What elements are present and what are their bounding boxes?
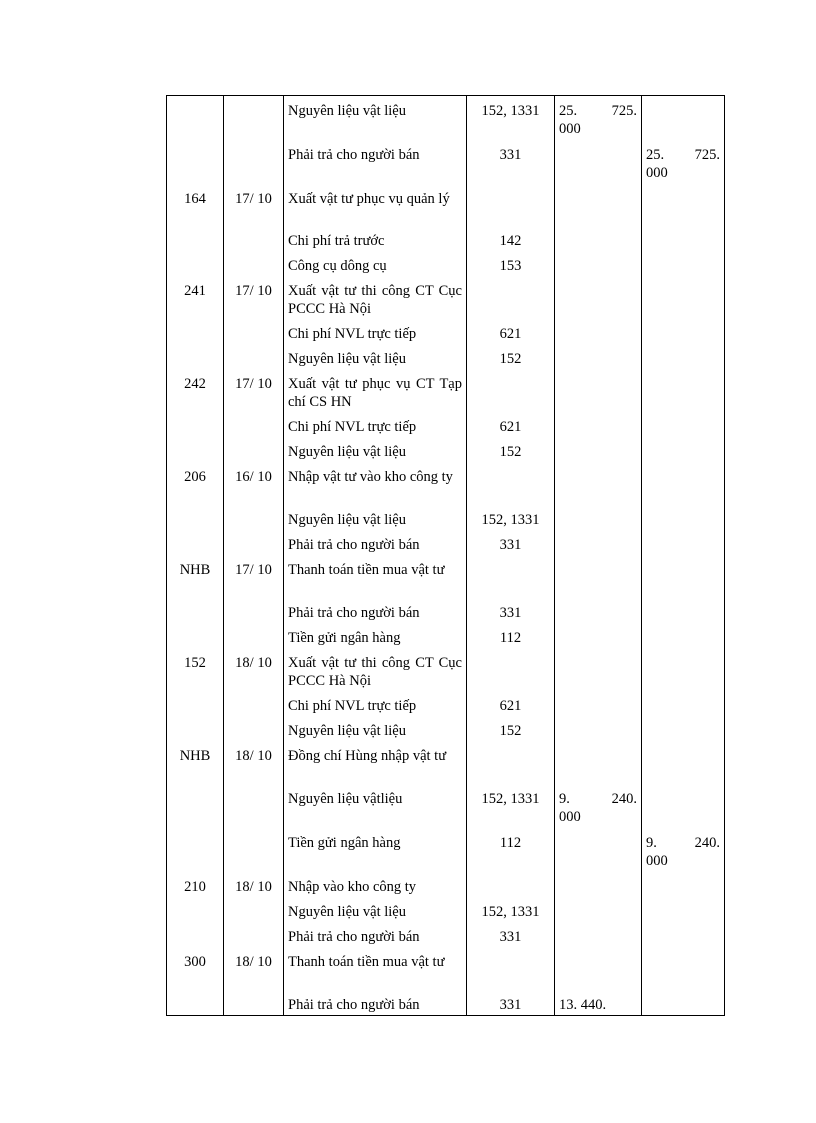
description-cell: Phải trả cho người bán bbox=[284, 598, 467, 623]
voucher-number-cell: 164 bbox=[167, 184, 224, 226]
debit-amount-cell bbox=[555, 555, 642, 598]
voucher-date-cell bbox=[224, 530, 284, 555]
account-code-cell: 152 bbox=[467, 437, 555, 462]
voucher-date-cell bbox=[224, 96, 284, 140]
voucher-date-cell: 17/ 10 bbox=[224, 276, 284, 319]
debit-amount-cell bbox=[555, 990, 642, 1016]
credit-amount-cell bbox=[642, 691, 725, 716]
credit-amount-cell bbox=[642, 990, 725, 1016]
account-code-cell: 331 bbox=[467, 990, 555, 1016]
debit-amount-cell bbox=[555, 226, 642, 251]
account-code-cell bbox=[467, 872, 555, 897]
voucher-date-cell bbox=[224, 319, 284, 344]
account-code-cell: 112 bbox=[467, 623, 555, 648]
description-cell: Xuất vật tư phục vụ CT Tạp chí CS HN bbox=[284, 369, 467, 412]
account-code-cell: 152, 1331 bbox=[467, 897, 555, 922]
description-cell: Chi phí NVL trực tiếp bbox=[284, 691, 467, 716]
debit-amount-cell bbox=[555, 716, 642, 741]
voucher-number-cell: 300 bbox=[167, 947, 224, 990]
credit-amount-cell bbox=[642, 462, 725, 505]
debit-amount-cell bbox=[555, 276, 642, 319]
voucher-number-cell bbox=[167, 598, 224, 623]
table-row bbox=[167, 344, 725, 369]
credit-amount-cell bbox=[642, 598, 725, 623]
account-code-cell bbox=[467, 276, 555, 319]
table-row bbox=[167, 623, 725, 648]
description-cell: Tiền gửi ngân hàng bbox=[284, 623, 467, 648]
voucher-date-cell bbox=[224, 505, 284, 530]
description-cell: Nguyên liệu vật liệu bbox=[284, 437, 467, 462]
voucher-number-cell bbox=[167, 922, 224, 947]
voucher-number-cell bbox=[167, 784, 224, 828]
account-code-cell bbox=[467, 947, 555, 990]
voucher-number-cell bbox=[167, 226, 224, 251]
voucher-number-cell: 242 bbox=[167, 369, 224, 412]
table-row bbox=[167, 784, 725, 828]
voucher-number-cell bbox=[167, 505, 224, 530]
debit-amount-cell bbox=[555, 251, 642, 276]
description-cell: Công cụ dông cụ bbox=[284, 251, 467, 276]
debit-amount-part: 25. bbox=[559, 103, 578, 119]
voucher-date-cell: 18/ 10 bbox=[224, 648, 284, 691]
table-row bbox=[167, 828, 725, 872]
account-code-cell bbox=[467, 462, 555, 505]
description-cell: Chi phí NVL trực tiếp bbox=[284, 412, 467, 437]
table-row bbox=[167, 276, 725, 319]
voucher-number-cell bbox=[167, 319, 224, 344]
credit-amount-part: 25. bbox=[646, 146, 665, 163]
debit-amount-cell bbox=[555, 784, 642, 828]
table-row bbox=[167, 691, 725, 716]
account-code-cell: 621 bbox=[467, 412, 555, 437]
debit-amount-cell bbox=[555, 741, 642, 784]
table-row bbox=[167, 437, 725, 462]
debit-amount-cell bbox=[555, 648, 642, 691]
debit-amount-cell bbox=[555, 140, 642, 184]
voucher-date-cell: 16/ 10 bbox=[224, 462, 284, 505]
debit-amount-cell bbox=[555, 462, 642, 505]
voucher-date-cell bbox=[224, 716, 284, 741]
credit-amount-cell bbox=[642, 530, 725, 555]
debit-amount-part: 000 bbox=[559, 808, 581, 825]
account-code-cell: 153 bbox=[467, 251, 555, 276]
description-cell: Xuất vật tư phục vụ quản lý bbox=[284, 184, 467, 226]
credit-amount-cell bbox=[642, 437, 725, 462]
voucher-number-cell bbox=[167, 691, 224, 716]
description-cell: Chi phí NVL trực tiếp bbox=[284, 319, 467, 344]
account-code-cell: 152, 1331 bbox=[467, 505, 555, 530]
credit-amount-part: 000 bbox=[646, 852, 668, 869]
debit-amount-cell bbox=[555, 505, 642, 530]
account-code-cell bbox=[467, 369, 555, 412]
account-code-cell: 621 bbox=[467, 319, 555, 344]
voucher-date-cell: 18/ 10 bbox=[224, 872, 284, 897]
account-code-cell bbox=[467, 741, 555, 784]
credit-amount-part: 000 bbox=[646, 164, 668, 181]
credit-amount-cell bbox=[642, 96, 725, 140]
voucher-number-cell: 206 bbox=[167, 462, 224, 505]
account-code-cell: 152 bbox=[467, 716, 555, 741]
description-cell: Nguyên liệu vật liệu bbox=[284, 897, 467, 922]
table-row bbox=[167, 462, 725, 505]
voucher-date-cell bbox=[224, 226, 284, 251]
voucher-number-cell bbox=[167, 897, 224, 922]
voucher-date-cell bbox=[224, 412, 284, 437]
credit-amount-cell bbox=[642, 184, 725, 226]
debit-amount-cell bbox=[555, 412, 642, 437]
voucher-date-cell bbox=[224, 251, 284, 276]
account-code-cell: 331 bbox=[467, 140, 555, 184]
description-cell: Nhập vật tư vào kho công ty bbox=[284, 462, 467, 505]
debit-amount-cell bbox=[555, 344, 642, 369]
credit-amount-part: 725. bbox=[694, 146, 720, 163]
voucher-number-cell: 152 bbox=[167, 648, 224, 691]
credit-amount-cell bbox=[642, 716, 725, 741]
account-code-cell: 112 bbox=[467, 828, 555, 872]
description-cell: Nguyên liệu vật liệu bbox=[284, 96, 467, 140]
credit-amount-cell bbox=[642, 276, 725, 319]
ledger-body bbox=[167, 96, 725, 1016]
voucher-date-cell: 18/ 10 bbox=[224, 947, 284, 990]
description-cell: Tiền gửi ngân hàng bbox=[284, 828, 467, 872]
debit-amount-cell bbox=[555, 369, 642, 412]
voucher-number-cell bbox=[167, 412, 224, 437]
description-cell: Xuất vật tư thi công CT Cục PCCC Hà Nội bbox=[284, 276, 467, 319]
voucher-date-cell bbox=[224, 784, 284, 828]
voucher-number-cell bbox=[167, 990, 224, 1016]
description-cell: Nguyên liệu vậtliệu bbox=[284, 784, 467, 828]
voucher-number-cell bbox=[167, 140, 224, 184]
voucher-date-cell bbox=[224, 623, 284, 648]
voucher-date-cell bbox=[224, 598, 284, 623]
debit-amount-cell bbox=[555, 623, 642, 648]
table-row bbox=[167, 505, 725, 530]
description-cell: Thanh toán tiền mua vật tư bbox=[284, 555, 467, 598]
debit-amount-cell bbox=[555, 828, 642, 872]
description-cell: Xuất vật tư thi công CT Cục PCCC Hà Nội bbox=[284, 648, 467, 691]
voucher-number-cell: NHB bbox=[167, 741, 224, 784]
debit-amount-cell bbox=[555, 947, 642, 990]
description-cell: Phải trả cho người bán bbox=[284, 530, 467, 555]
account-code-cell: 152 bbox=[467, 344, 555, 369]
voucher-number-cell: 241 bbox=[167, 276, 224, 319]
table-row bbox=[167, 555, 725, 598]
account-code-cell: 331 bbox=[467, 530, 555, 555]
voucher-date-cell bbox=[224, 344, 284, 369]
table-row bbox=[167, 412, 725, 437]
debit-amount-part: 000 bbox=[559, 121, 581, 137]
table-row bbox=[167, 598, 725, 623]
voucher-date-cell: 17/ 10 bbox=[224, 369, 284, 412]
voucher-date-cell: 18/ 10 bbox=[224, 741, 284, 784]
debit-amount-cell bbox=[555, 897, 642, 922]
voucher-date-cell bbox=[224, 922, 284, 947]
voucher-number-cell bbox=[167, 828, 224, 872]
debit-amount-cell bbox=[555, 598, 642, 623]
credit-amount-cell bbox=[642, 922, 725, 947]
credit-amount-cell bbox=[642, 648, 725, 691]
voucher-date-cell bbox=[224, 437, 284, 462]
voucher-number-cell: 210 bbox=[167, 872, 224, 897]
debit-amount-part: 13. 440. bbox=[559, 996, 607, 1013]
debit-amount-part: 725. bbox=[611, 103, 637, 119]
table-row bbox=[167, 96, 725, 140]
description-cell: Chi phí trả trước bbox=[284, 226, 467, 251]
credit-amount-cell bbox=[642, 505, 725, 530]
credit-amount-cell bbox=[642, 140, 725, 184]
table-row bbox=[167, 648, 725, 691]
debit-amount-cell bbox=[555, 530, 642, 555]
description-cell: Nguyên liệu vật liệu bbox=[284, 716, 467, 741]
description-cell: Phải trả cho người bán bbox=[284, 140, 467, 184]
debit-amount-cell bbox=[555, 96, 642, 140]
journal-ledger-table bbox=[166, 95, 725, 1016]
voucher-date-cell bbox=[224, 828, 284, 872]
table-row bbox=[167, 226, 725, 251]
description-cell: Phải trả cho người bán bbox=[284, 990, 467, 1016]
description-cell: Nhập vào kho công ty bbox=[284, 872, 467, 897]
credit-amount-part: 9. bbox=[646, 834, 657, 851]
voucher-number-cell bbox=[167, 530, 224, 555]
description-cell: Nguyên liệu vật liệu bbox=[284, 505, 467, 530]
credit-amount-cell bbox=[642, 226, 725, 251]
credit-amount-cell bbox=[642, 623, 725, 648]
account-code-cell: 331 bbox=[467, 598, 555, 623]
account-code-cell: 142 bbox=[467, 226, 555, 251]
debit-amount-cell bbox=[555, 184, 642, 226]
voucher-date-cell bbox=[224, 140, 284, 184]
credit-amount-cell bbox=[642, 784, 725, 828]
voucher-date-cell: 17/ 10 bbox=[224, 555, 284, 598]
debit-amount-cell bbox=[555, 319, 642, 344]
description-cell: Thanh toán tiền mua vật tư bbox=[284, 947, 467, 990]
table-row bbox=[167, 530, 725, 555]
voucher-date-cell bbox=[224, 691, 284, 716]
credit-amount-cell bbox=[642, 947, 725, 990]
credit-amount-cell bbox=[642, 251, 725, 276]
voucher-number-cell: NHB bbox=[167, 555, 224, 598]
credit-amount-cell bbox=[642, 828, 725, 872]
voucher-date-cell bbox=[224, 897, 284, 922]
voucher-date-cell bbox=[224, 990, 284, 1016]
debit-amount-cell bbox=[555, 437, 642, 462]
voucher-number-cell bbox=[167, 716, 224, 741]
table-row bbox=[167, 922, 725, 947]
table-row bbox=[167, 990, 725, 1016]
voucher-date-cell: 17/ 10 bbox=[224, 184, 284, 226]
table-row bbox=[167, 319, 725, 344]
account-code-cell bbox=[467, 184, 555, 226]
table-row bbox=[167, 251, 725, 276]
credit-amount-cell bbox=[642, 555, 725, 598]
table-row bbox=[167, 369, 725, 412]
debit-amount-cell bbox=[555, 922, 642, 947]
account-code-cell: 152, 1331 bbox=[467, 784, 555, 828]
account-code-cell: 331 bbox=[467, 922, 555, 947]
credit-amount-cell bbox=[642, 319, 725, 344]
credit-amount-cell bbox=[642, 369, 725, 412]
description-cell: Đồng chí Hùng nhập vật tư bbox=[284, 741, 467, 784]
table-row bbox=[167, 897, 725, 922]
voucher-number-cell bbox=[167, 437, 224, 462]
voucher-number-cell bbox=[167, 344, 224, 369]
table-row bbox=[167, 741, 725, 784]
table-row bbox=[167, 947, 725, 990]
debit-amount-cell bbox=[555, 872, 642, 897]
description-cell: Phải trả cho người bán bbox=[284, 922, 467, 947]
credit-amount-cell bbox=[642, 344, 725, 369]
description-cell: Nguyên liệu vật liệu bbox=[284, 344, 467, 369]
debit-amount-part: 9. bbox=[559, 790, 570, 807]
voucher-number-cell bbox=[167, 96, 224, 140]
table-row bbox=[167, 872, 725, 897]
account-code-cell: 152, 1331 bbox=[467, 96, 555, 140]
voucher-number-cell bbox=[167, 623, 224, 648]
account-code-cell bbox=[467, 555, 555, 598]
voucher-number-cell bbox=[167, 251, 224, 276]
table-row bbox=[167, 716, 725, 741]
credit-amount-cell bbox=[642, 872, 725, 897]
credit-amount-cell bbox=[642, 741, 725, 784]
credit-amount-cell bbox=[642, 897, 725, 922]
account-code-cell: 621 bbox=[467, 691, 555, 716]
table-row bbox=[167, 140, 725, 184]
debit-amount-cell bbox=[555, 691, 642, 716]
credit-amount-part: 240. bbox=[694, 834, 720, 851]
credit-amount-cell bbox=[642, 412, 725, 437]
debit-amount-part: 240. bbox=[611, 790, 637, 807]
account-code-cell bbox=[467, 648, 555, 691]
table-row bbox=[167, 184, 725, 226]
